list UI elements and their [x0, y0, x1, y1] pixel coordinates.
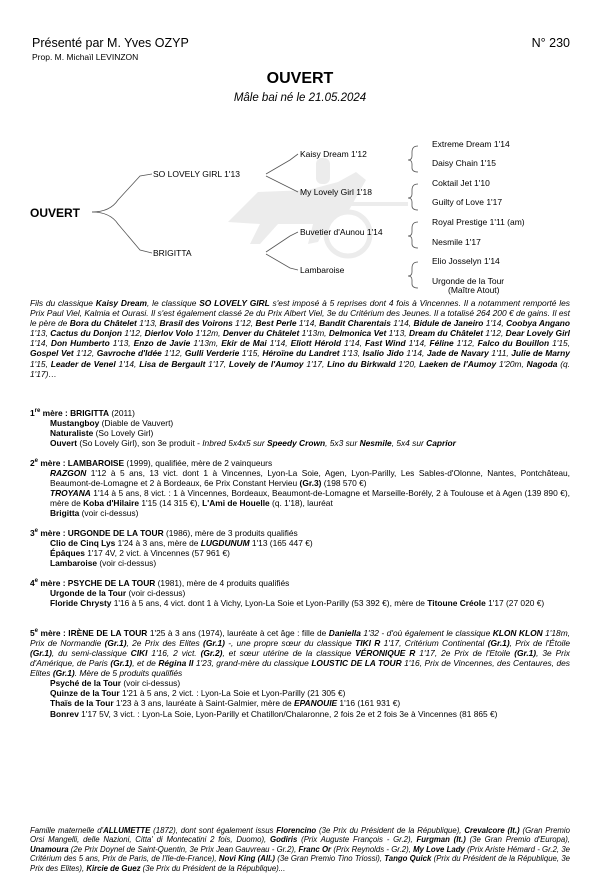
horse-description: Mâle bai né le 21.05.2024 [233, 92, 367, 104]
pedigree-sire-sire: Kaisy Dream 1'12 [300, 149, 367, 159]
pedigree-dam-sire: Buvetier d'Aunou 1'14 [300, 227, 383, 237]
dam-section-5: 5e mère : IRÈNE DE LA TOUR 1'25 à 3 ans (1974), lauréate à cet âge : fille de Daniella 1'32 - d'où également le classique KLON KLON 1'18m, Prix de Normandie (Gr.1), 2e Prix des Elites (Gr.1) -, une propre sœur du classique TIKI R 1'17, Critérium Continental (Gr.1), Prix de l'Étoile (Gr.1), du semi-classique CIKI 1'16, 2 vict. (Gr.2), et sœur utérine de la classique VÉRONIQUE R 1'17, 2e Prix de l'Etoile (Gr.1), 3e Prix d'Amérique, de Paris (Gr.1), et de Régina II 1'23, grand-mère du classique LOUSTIC DE LA TOUR 1'16, Prix de Vincennes, des Centaures, des Elites (Gr.1). Mère de 5 produits qualifiés Psyché de la Tour (voir ci-dessus) Quinze de la Tour 1'21 à 5 ans, 2 vict. : Lyon-La Soie et Lyon-Parilly (21 305 €) Thaïs de la Tour 1'23 à 3 ans, lauréate à Saint-Galmier, mère de EPANOUIE 1'16 (161 931 €) Bonrev 1'17 5V, 3 vict. : Lyon-La Soie, Lyon-Parilly et Chatillon/Chalaronne, 2 fois 2e et 2 fois 3e à Vincennes (81 865 €) [30, 627, 571, 719]
pedigree-g3-3: Coktail Jet 1'10 [432, 178, 490, 188]
pedigree-sire-dam: My Lovely Girl 1'18 [300, 187, 373, 197]
presenter-text: Présenté par M. Yves OZYP [32, 36, 189, 50]
pedigree-g3-6: Nesmile 1'17 [432, 237, 481, 247]
pedigree-g3-7: Elio Josselyn 1'14 [432, 256, 500, 266]
dam-section-2: 2e mère : LAMBAROISE (1999), qualifiée, mère de 2 vainqueurs RAZGON 1'12 à 5 ans, 13 vict. dont 1 à Vincennes, Lyon-La Soie, Agen, Lyon-Parilly, Les Sables-d'Olonne, Nantes, Pontchâteau, Beaumont-de-Lomagne et 2 à Bordeaux, 6e Prix Constant Hervieu (Gr.3) (198 570 €) TROYANA 1'14 à 5 ans, 8 vict. : 1 à Vincennes, Bordeaux, Beaumont-de-Lomagne et Marseille-Borély, 2 à Toulouse et à Agen (139 890 €), mère de Koba d'Hilaire 1'15 (14 315 €), L'Ami de Houelle (q. 1'18), lauréat Brigitta (voir ci-dessus) [30, 457, 570, 519]
pedigree-g3-2: Daisy Chain 1'15 [432, 158, 496, 168]
pedigree-g3-5: Royal Prestige 1'11 (am) [432, 217, 525, 227]
pedigree-g3-1: Extreme Dream 1'14 [432, 139, 510, 149]
pedigree-g3-8-sire: (Maître Atout) [448, 285, 500, 295]
family-note: Famille maternelle d'ALLUMETTE (1872), dont sont également issus Florencino (3e Prix du Président de la République), Crevalcore (It.) (Gran Premio Orsi Mangelli, delle Nazioni, Citta' di Montecatini 2 fois, Duomo), Godiris (Prix Auguste François - Gr.2), Furgman (It.) (3e Gran Premio d'Europa), Unamoura (2e Prix Doynel de Saint-Quentin, 3e Prix Jean Gauvreau - Gr.2), Franc Or (Prix Reynolds - Gr.2), My Love Lady (Prix Ariste Hémard - Gr.2, 3e Critérium des 5 ans, Prix de Paris, de l'Ile-de-France), Novi King (All.) (3e Gran Premio Tino Triossi), Tango Quick (Prix du Président de la République, 3e Prix des Elites), Kircie de Guez (3e Prix du Président de la République)... [30, 826, 571, 873]
pedigree-subject: OUVERT [30, 206, 81, 220]
dam-section-4: 4e mère : PSYCHE DE LA TOUR (1981), mère de 4 produits qualifiés Urgonde de la Tour (voir ci-dessus) Floride Chrysty 1'16 à 5 ans, 4 vict. dont 1 à Vichy, Lyon-La Soie et Lyon-Parilly (53 392 €), mère de Titoune Créole 1'17 (27 020 €) [30, 577, 545, 608]
dam-section-1: 1re mère : BRIGITTA (2011) Mustangboy (Diable de Vauvert) Naturaliste (So Lovely Girl) Ouvert (So Lovely Girl), son 3e produit - Inbred 5x4x5 sur Speedy Crown, 5x3 sur Nesmile, 5x4 sur Caprior [30, 407, 456, 449]
owner-text: Prop. M. Michaïl LEVINZON [32, 52, 139, 62]
pedigree-g3-4: Guilty of Love 1'17 [432, 197, 503, 207]
pedigree-dam-dam: Lambaroise [300, 265, 345, 275]
sire-description: Fils du classique Kaisy Dream, le classique SO LOVELY GIRL s'est imposé à 5 reprises dont 4 fois à Vincennes. Il a notamment remporté les Prix Paul Viel, Kalmia et Ourasi. Il s'est également classé 2e du Prix Albert Viel, 3e du Critérium des Jeunes. Il a totalisé 264 200 € de gains. Il est le père de Bora du Châtelet 1'13, Brasil des Voirons 1'12, Best Perle 1'14, Bandit Charentais 1'14, Bidule de Janeiro 1'14, Coobya Angano 1'13, Cactus du Donjon 1'12, Dierlov Volo 1'12m, Denver du Châtelet 1'13m, Delmonica Vet 1'13, Dream du Châtelet 1'12, Dear Lovely Girl 1'14, Don Humberto 1'13, Enzo de Javie 1'13m, Ekir de Mai 1'14, Eliott Hérold 1'14, Fast Wind 1'14, Féline 1'12, Falco du Bouillon 1'15, Gospel Vet 1'12, Gavroche d'Idée 1'12, Gulli Verderie 1'15, Héroïne du Landret 1'13, Isalio Jido 1'14, Jade de Navary 1'11, Julie de Marny 1'15, Leader de Venel 1'14, Lisa de Bergault 1'17, Lovely de l'Aumoy 1'17, Lino du Birkwald 1'20, Laeken de l'Aumoy 1'20m, Nagoda (q. 1'17)… [30, 298, 571, 379]
pedigree-dam: BRIGITTA [153, 248, 192, 258]
pedigree-sire: SO LOVELY GIRL 1'13 [153, 169, 240, 179]
lot-number: N° 230 [531, 36, 570, 50]
dam-section-3: 3e mère : URGONDE DE LA TOUR (1986), mère de 3 produits qualifiés Clio de Cinq Lys 1'24 à 3 ans, mère de LUGDUNUM 1'13 (165 447 €) Épâques 1'17 4V, 2 vict. à Vincennes (57 961 €) Lambaroise (voir ci-dessus) [30, 527, 313, 569]
pedigree-g3-8: Urgonde de la Tour [432, 276, 505, 286]
horse-name: OUVERT [266, 70, 334, 87]
